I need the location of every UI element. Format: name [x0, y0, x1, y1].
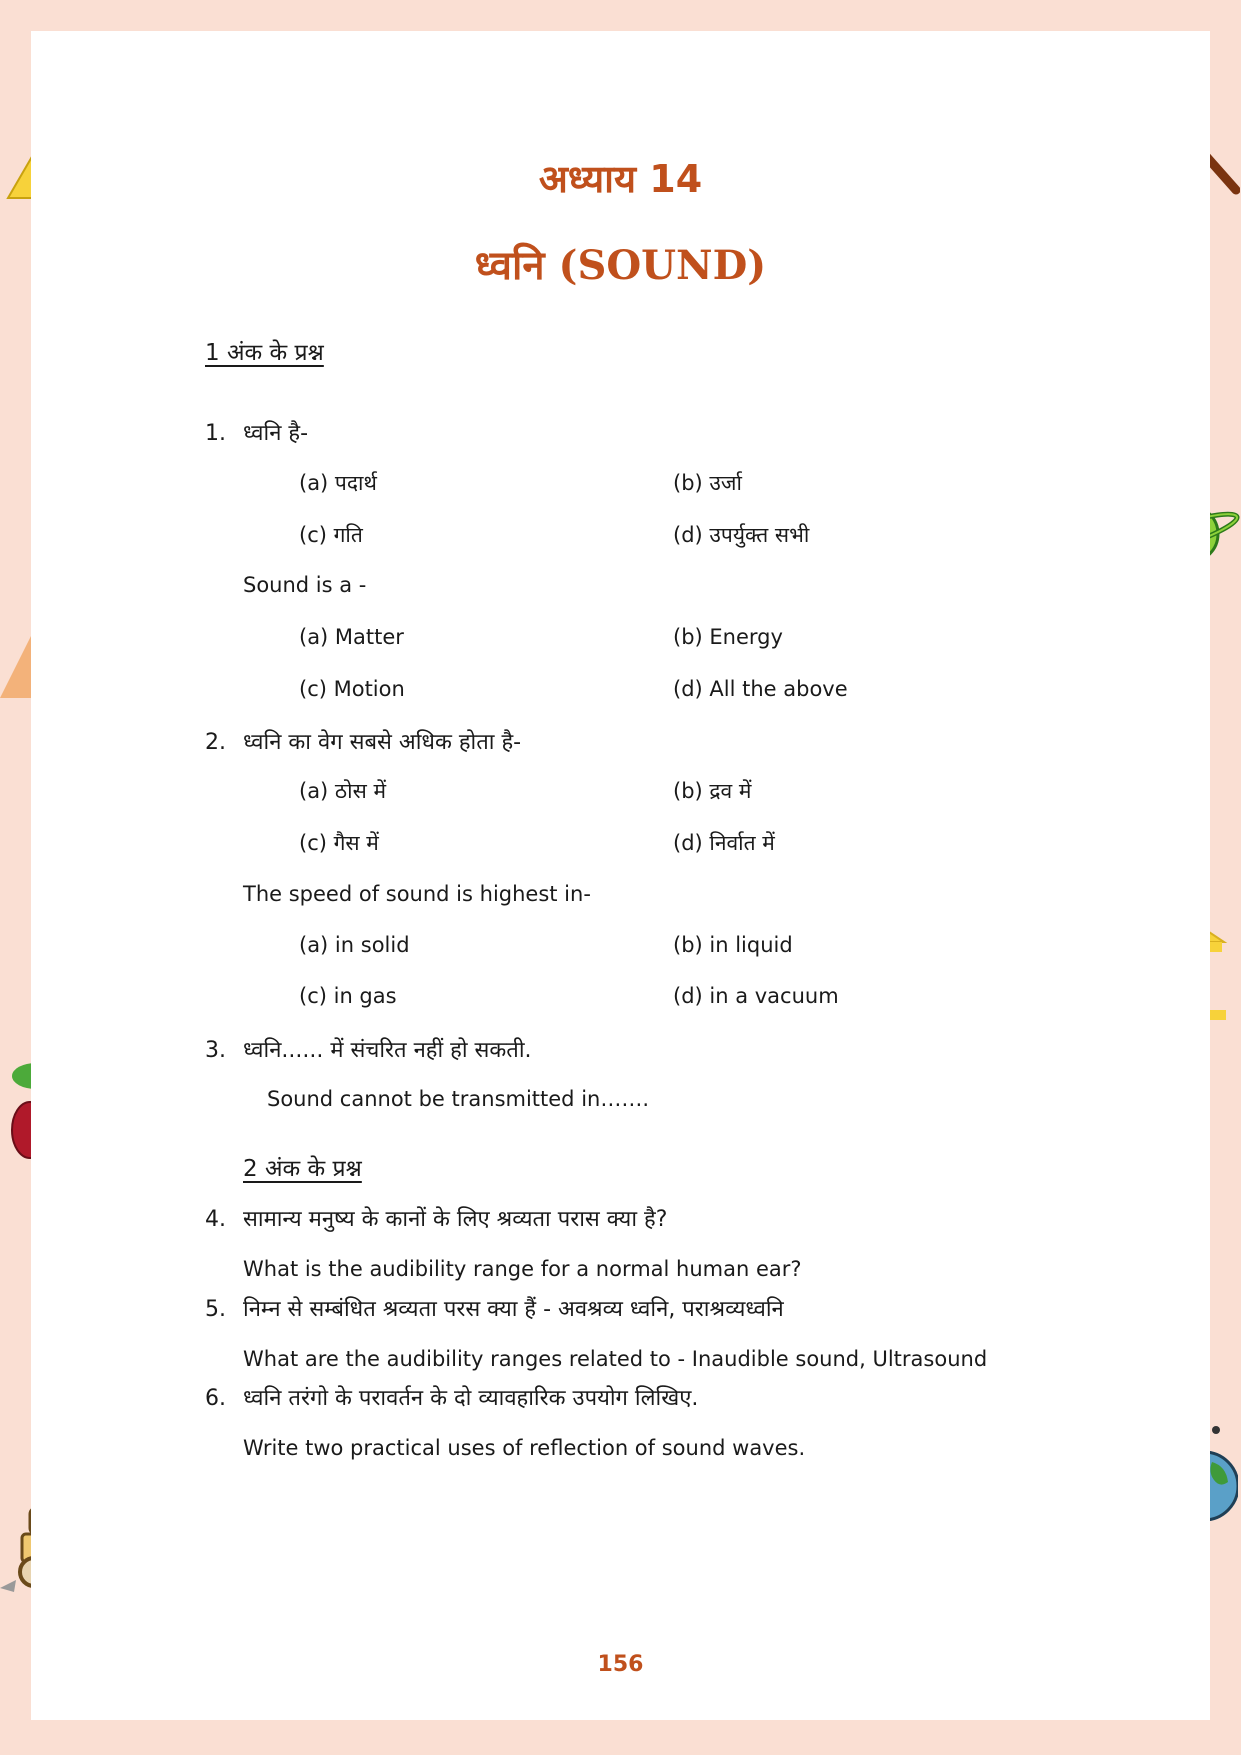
option-d-hindi: (d) उपर्युक्त सभी — [673, 523, 810, 547]
question-text-hindi: ध्वनि...... में संचरित नहीं हो सकती. — [243, 1038, 532, 1063]
question-text-hindi: सामान्य मनुष्य के कानों के लिए श्रव्यता परास क्या है? — [243, 1207, 668, 1232]
question-number: 2. — [205, 730, 226, 755]
question-number: 5. — [205, 1297, 226, 1322]
option-b-hindi: (b) द्रव में — [673, 779, 752, 803]
question-3 — [205, 1034, 532, 1064]
option-c-hindi: (c) गैस में — [299, 831, 379, 855]
question-text-english: Sound is a - — [243, 573, 367, 597]
option-a-english: (a) Matter — [299, 625, 404, 649]
question-text-english: What is the audibility range for a normal human ear? — [243, 1257, 802, 1281]
question-1 — [205, 417, 308, 447]
section-heading-1-mark: 1 अंक के प्रश्न — [205, 340, 324, 366]
question-text-english: What are the audibility ranges related to - Inaudible sound, Ultrasound — [243, 1347, 988, 1371]
question-number: 3. — [205, 1038, 226, 1063]
question-4 — [205, 1203, 667, 1233]
question-text-hindi: ध्वनि है- — [243, 421, 309, 446]
option-b-english: (b) in liquid — [673, 933, 793, 957]
section-heading-2-mark: 2 अंक के प्रश्न — [243, 1156, 362, 1182]
question-number: 6. — [205, 1386, 226, 1411]
question-text-english: Write two practical uses of reflection of sound waves. — [243, 1436, 806, 1460]
option-c-english: (c) in gas — [299, 984, 397, 1008]
chapter-number: अध्याय 14 — [538, 157, 703, 201]
option-c-hindi: (c) गति — [299, 523, 363, 547]
question-text-hindi: ध्वनि तरंगो के परावर्तन के दो व्यावहारिक उपयोग लिखिए. — [243, 1386, 699, 1411]
option-d-hindi: (d) निर्वात में — [673, 831, 775, 855]
question-text-english: Sound cannot be transmitted in……. — [267, 1087, 650, 1111]
question-2 — [205, 726, 521, 756]
option-a-english: (a) in solid — [299, 933, 410, 957]
option-b-hindi: (b) उर्जा — [673, 471, 742, 495]
chapter-title: ध्वनि (SOUND) — [474, 242, 767, 289]
option-d-english: (d) All the above — [673, 677, 848, 701]
page-number: 156 — [597, 1652, 644, 1677]
option-a-hindi: (a) पदार्थ — [299, 471, 377, 495]
document-page — [31, 31, 1210, 1720]
question-number: 4. — [205, 1207, 226, 1232]
option-b-english: (b) Energy — [673, 625, 783, 649]
question-number: 1. — [205, 421, 226, 446]
option-a-hindi: (a) ठोस में — [299, 779, 386, 803]
question-5 — [205, 1293, 784, 1323]
question-text-english: The speed of sound is highest in- — [243, 882, 591, 906]
question-6 — [205, 1382, 698, 1412]
option-d-english: (d) in a vacuum — [673, 984, 839, 1008]
question-text-hindi: ध्वनि का वेग सबसे अधिक होता है- — [243, 730, 522, 755]
question-text-hindi: निम्न से सम्बंधित श्रव्यता परस क्या हैं - अवश्रव्य ध्वनि, पराश्रव्यध्वनि — [243, 1297, 784, 1322]
option-c-english: (c) Motion — [299, 677, 405, 701]
